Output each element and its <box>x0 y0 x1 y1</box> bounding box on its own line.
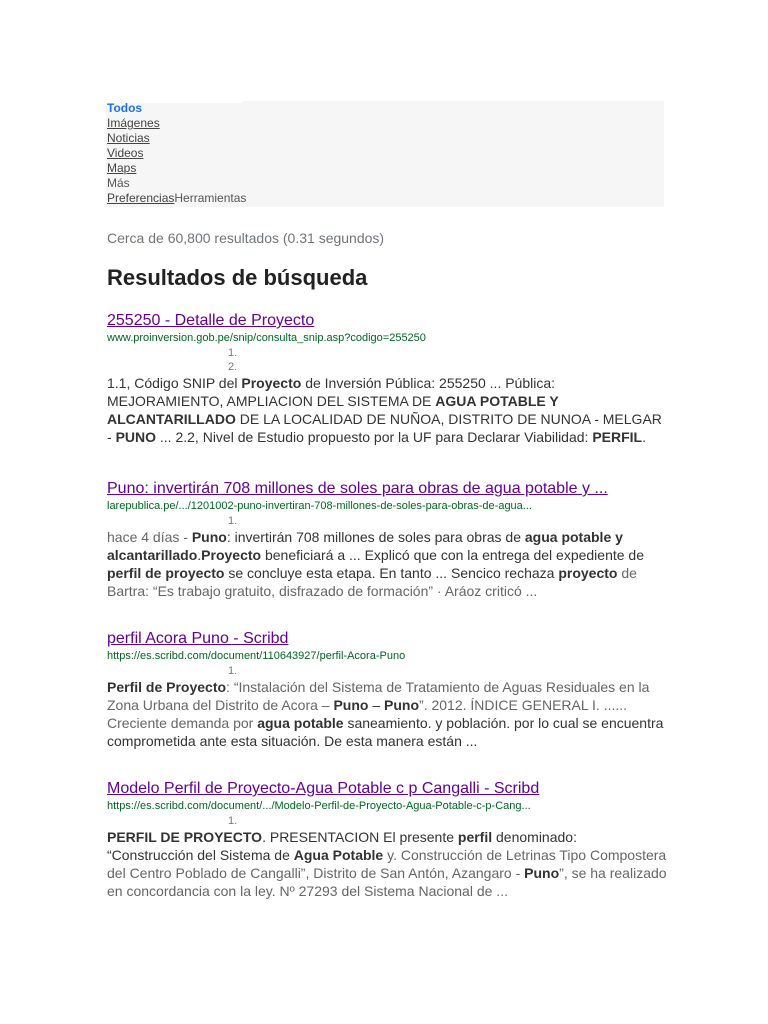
results-stats: Cerca de 60,800 resultados (0.31 segundos) <box>107 230 385 246</box>
result-title-link[interactable]: Modelo Perfil de Proyecto-Agua Potable c p Cangalli - Scribd <box>107 780 540 797</box>
nav-item-tools-row <box>107 191 246 206</box>
result-list-number: 1. <box>228 347 238 359</box>
result-url: https://es.scribd.com/document/.../Modelo-Perfil-de-Proyecto-Agua-Potable-c-p-Cang... <box>107 800 531 812</box>
preferences-link[interactable]: Preferencias <box>107 191 175 205</box>
nav-item-mas[interactable] <box>107 176 246 191</box>
search-result <box>107 779 667 900</box>
result-list-number: 1. <box>228 815 238 827</box>
nav-item-maps[interactable] <box>107 161 246 176</box>
result-snippet: 1.1, Código SNIP del Proyecto de Inversión Pública: 255250 ... Pública: MEJORAMIENTO, AMPLIACION DEL SISTEMA DE AGUA POTABLE Y ALCANTARILLADO DE LA LOCALIDAD DE NUÑOA, DISTRITO DE NUNOA - MELGAR - PUNO ... 2.2, Nivel de Estudio propuesto por la UF para Declarar Viabilidad: PERFIL. <box>107 375 662 445</box>
result-list-number: 1. <box>228 665 238 677</box>
tools-link[interactable]: Herramientas <box>174 191 247 205</box>
nav-item-todos[interactable] <box>107 101 246 116</box>
search-result <box>107 479 667 600</box>
nav-item-videos[interactable] <box>107 146 246 161</box>
result-url: www.proinversion.gob.pe/snip/consulta_snip.asp?codigo=255250 <box>107 332 426 344</box>
nav-link-maps[interactable]: Maps <box>107 161 137 175</box>
nav-link-todos[interactable]: Todos <box>107 101 143 115</box>
search-nav <box>107 101 246 206</box>
result-snippet: Perfil de Proyecto: “Instalación del Sistema de Tratamiento de Aguas Residuales en la Zona Urbana del Distrito de Acora – Puno – Puno”. 2012. ÍNDICE GENERAL I. ...... Creciente demanda por agua potable saneamiento. y población. por lo cual se encuentra comprometida ante esta situación. De esta manera están ... <box>107 679 664 749</box>
nav-item-imagenes[interactable] <box>107 116 246 131</box>
result-title-link[interactable]: 255250 - Detalle de Proyecto <box>107 312 315 329</box>
result-url: larepublica.pe/.../1201002-puno-invertiran-708-millones-de-soles-para-obras-de-agua... <box>107 500 532 512</box>
result-list-number: 2. <box>228 361 238 373</box>
result-title-link[interactable]: perfil Acora Puno - Scribd <box>107 630 289 647</box>
search-result <box>107 629 667 750</box>
nav-link-noticias[interactable]: Noticias <box>107 131 150 145</box>
result-title-link[interactable]: Puno: invertirán 708 millones de soles para obras de agua potable y ... <box>107 480 608 497</box>
nav-link-mas[interactable]: Más <box>107 176 130 190</box>
result-url: https://es.scribd.com/document/110643927/perfil-Acora-Puno <box>107 650 406 662</box>
results-heading: Resultados de búsqueda <box>107 265 368 290</box>
result-snippet: hace 4 días - Puno: invertirán 708 millones de soles para obras de agua potable y alcantarillado.Proyecto beneficiará a ... Explicó que con la entrega del expediente de perfil de proyecto se concluye esta etapa. En tanto ... Sencico rechaza proyecto de Bartra: “Es trabajo gratuito, disfrazado de formación” · Aráoz criticó ... <box>107 529 645 599</box>
search-result <box>107 311 667 446</box>
result-snippet: PERFIL DE PROYECTO. PRESENTACION El presente perfil denominado: “Construcción del Sistema de Agua Potable y. Construcción de Letrinas Tipo Compostera del Centro Poblado de Cangalli”, Distrito de San Antón, Azangaro - Puno”, se ha realizado en concordancia con la ley. Nº 27293 del Sistema Nacional de ... <box>107 829 667 899</box>
nav-item-noticias[interactable] <box>107 131 246 146</box>
nav-link-imagenes[interactable]: Imágenes <box>107 116 160 130</box>
nav-link-videos[interactable]: Videos <box>107 146 144 160</box>
result-list-number: 1. <box>228 515 238 527</box>
